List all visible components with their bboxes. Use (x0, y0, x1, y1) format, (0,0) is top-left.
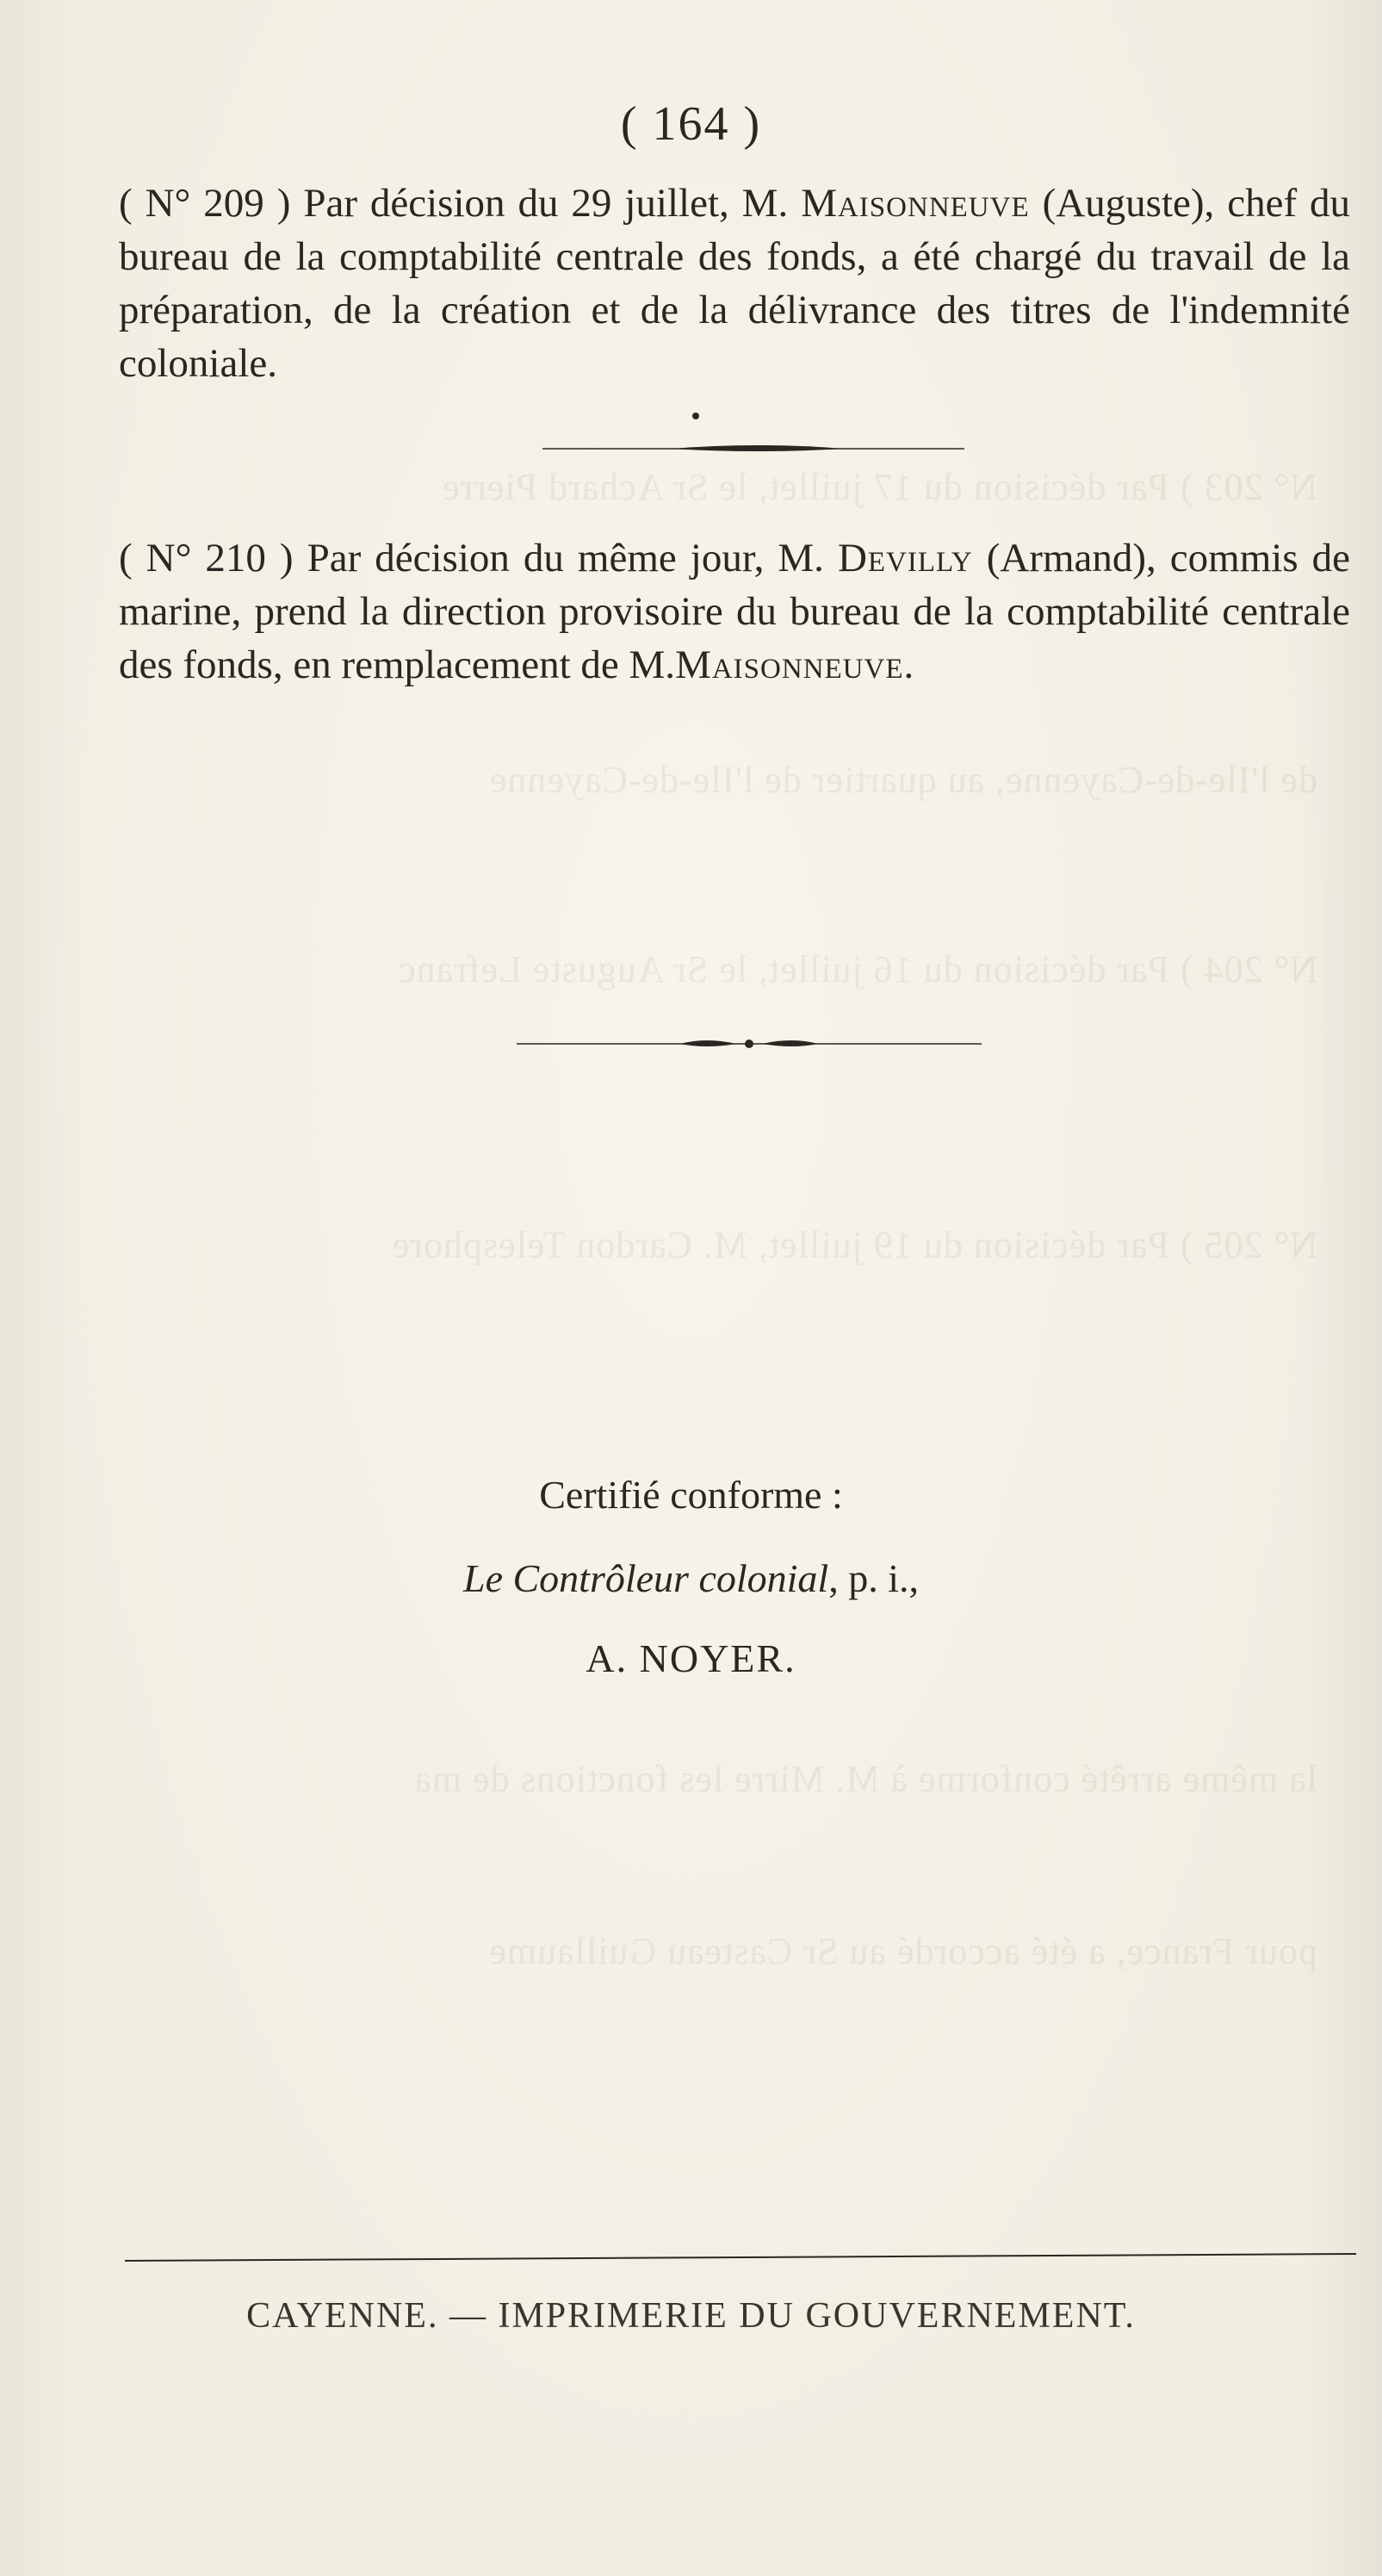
person-name: Maisonneuve (801, 181, 1030, 226)
ornamental-divider (0, 409, 1382, 461)
divider-swell (672, 445, 844, 451)
controller-title (0, 1552, 1382, 1605)
entry-number: ( N° 210 ) (119, 536, 294, 580)
footer-rule-line (125, 2254, 1356, 2261)
footer-rule (125, 2244, 1356, 2269)
divider-dot (745, 1040, 753, 1048)
person-name: Devilly (837, 536, 973, 580)
entry-number: ( N° 209 ) (119, 181, 291, 226)
entry-text: . (903, 642, 914, 687)
controller-title-text: Le Contrôleur colonial (462, 1556, 829, 1600)
certification-label: Certifié conforme : (539, 1473, 843, 1517)
show-through-texture: de l'Ile-de-Cayenne, au quartier de l'Ile-de-Cayenne (488, 759, 1317, 801)
entry-text: M. (629, 642, 676, 687)
entry-text: (Auguste), chef du bureau de la comptabilité centrale des fonds, a été chargé du travail de la préparation, de la création et de la délivrance des titres de l'indemnité coloniale. (119, 181, 1351, 386)
ornamental-divider (0, 1027, 1382, 1061)
show-through-texture: N° 204 ) Par décision du 16 juillet, le Sr Auguste Lefranc (398, 948, 1317, 990)
show-through-texture: N° 203 ) Par décision du 17 juillet, le Sr Achard Pierre (442, 466, 1317, 508)
printer-imprint: CAYENNE. — IMPRIMERIE DU GOUVERNEMENT. (246, 2296, 1136, 2336)
signature: A. NOYER. (586, 1636, 796, 1680)
show-through-texture: pour France, a été accordé au Sr Casteau Guillaume (488, 1930, 1317, 1972)
person-name: Maisonneuve (675, 642, 904, 687)
page-number: ( 164 ) (620, 97, 762, 151)
divider-ornament-right (762, 1040, 818, 1046)
decision-entry-210 (119, 531, 1350, 692)
entry-text: (Armand), commis de marine, prend la direction provisoire du bureau de la comptabilité centrale des fonds, en remplacement de (119, 536, 1350, 687)
decision-entry-209 (119, 177, 1350, 390)
show-through-texture: N° 205 ) Par décision du 19 juillet, M. Cardon Telesphore (391, 1224, 1317, 1266)
entry-text: Par décision du 29 juillet, M. (303, 181, 789, 226)
controller-suffix: , p. i., (828, 1556, 919, 1600)
entry-text: Par décision du même jour, M. (307, 536, 824, 580)
show-through-texture: la même arrêté conforme à M. Mirre les fonctions de ma (413, 1758, 1317, 1800)
divider-dot (692, 413, 699, 419)
divider-ornament-left (680, 1040, 736, 1046)
